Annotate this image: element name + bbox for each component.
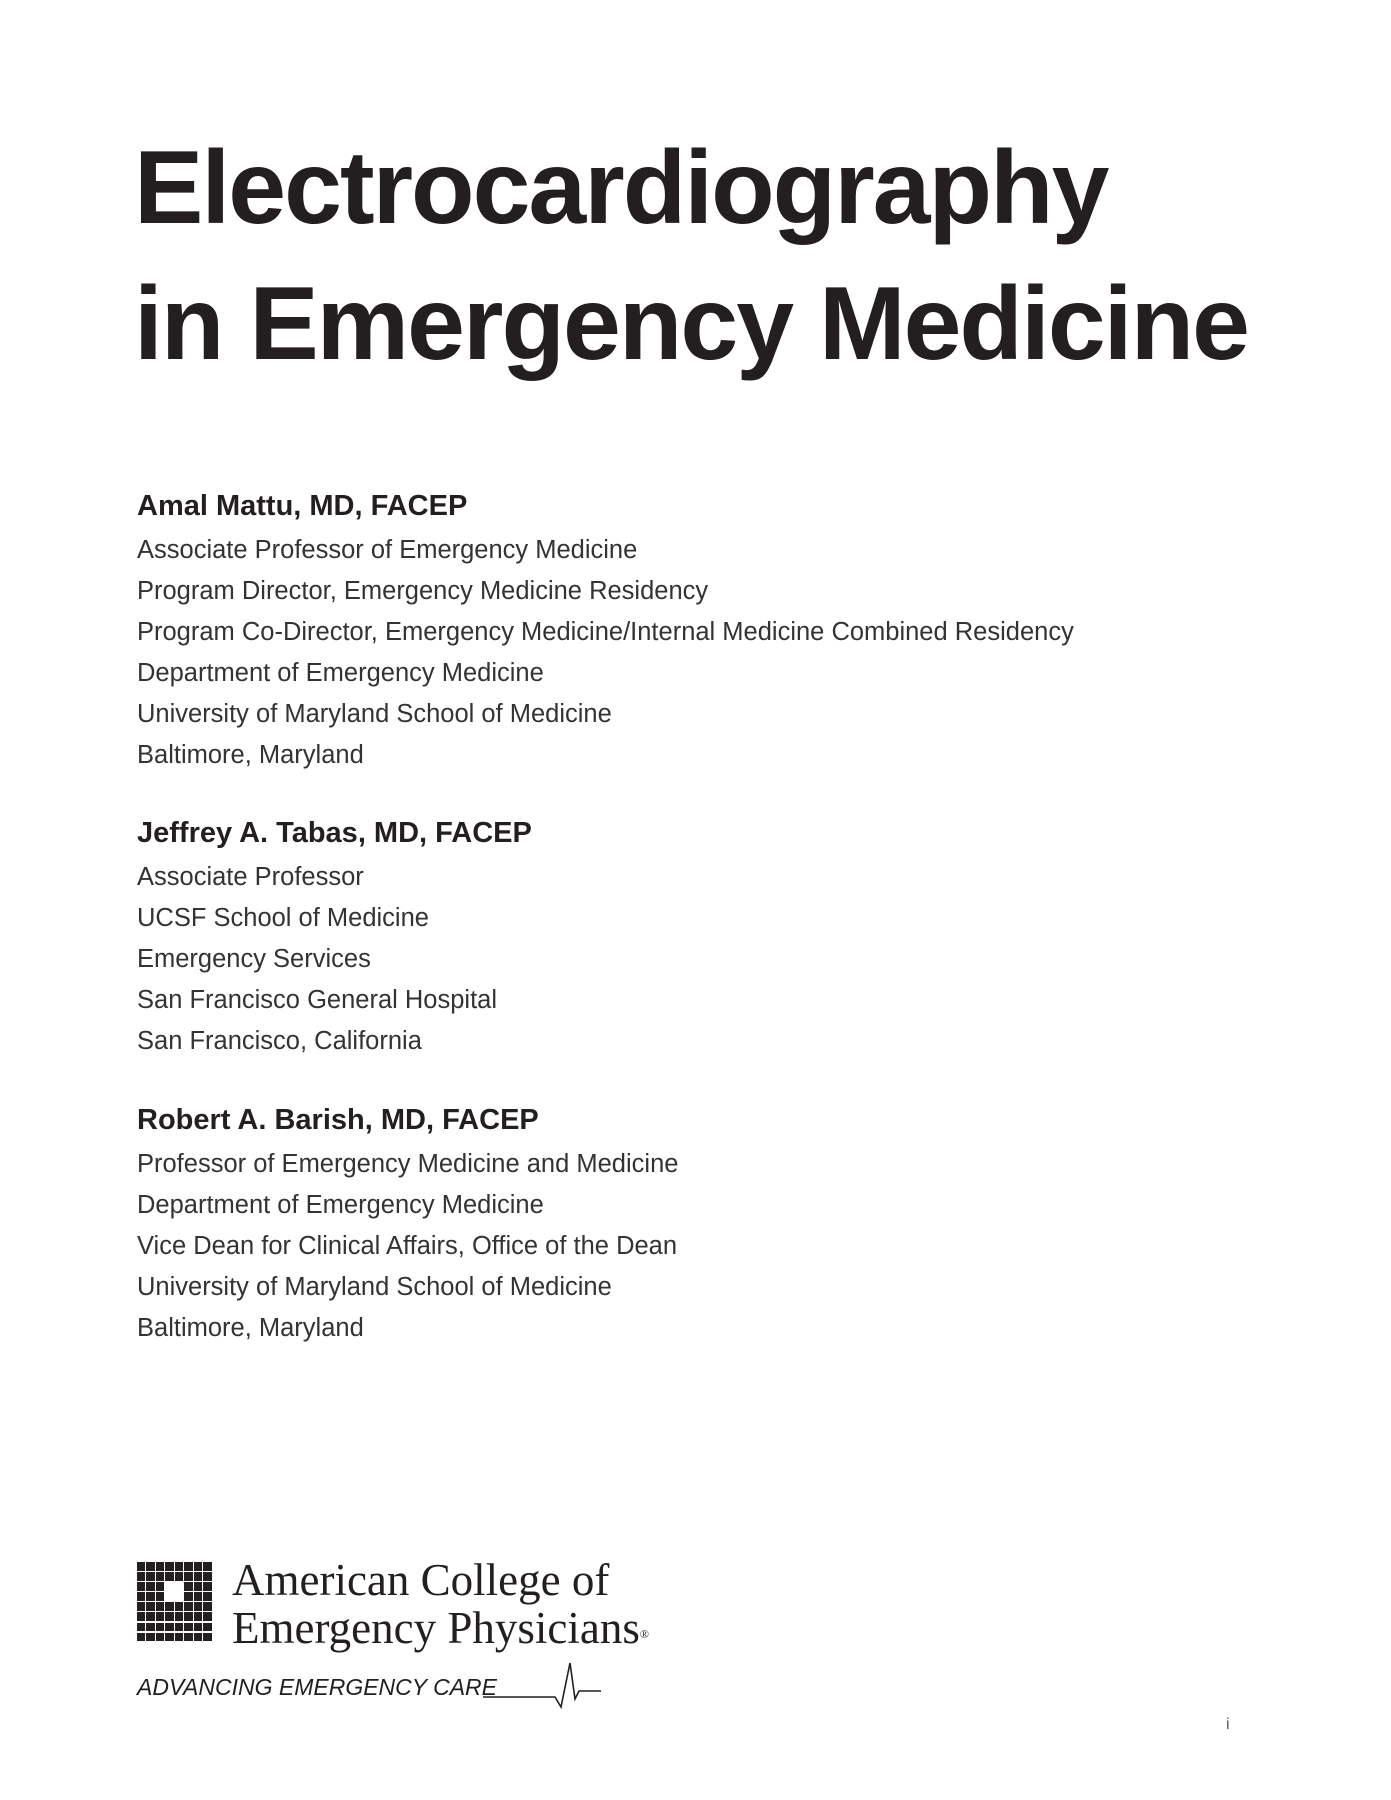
grid-cell [175, 1582, 183, 1591]
grid-cell [165, 1572, 173, 1581]
grid-cell [194, 1592, 202, 1601]
grid-cell [203, 1633, 211, 1642]
affiliation-line: Vice Dean for Clinical Affairs, Office of the Dean [137, 1232, 678, 1260]
grid-cell [156, 1602, 164, 1611]
affiliation-line: University of Maryland School of Medicine [137, 700, 612, 728]
affiliation-line: Baltimore, Maryland [137, 741, 364, 769]
affiliation-line: Emergency Services [137, 945, 371, 973]
grid-cell [165, 1633, 173, 1642]
grid-cell [146, 1633, 154, 1642]
page-number: i [1226, 1716, 1230, 1733]
grid-cell [137, 1612, 145, 1621]
affiliation-line: San Francisco, California [137, 1027, 422, 1055]
grid-cell [175, 1602, 183, 1611]
grid-cell [146, 1582, 154, 1591]
grid-cell [146, 1602, 154, 1611]
grid-cell [184, 1602, 192, 1611]
tagline: ADVANCING EMERGENCY CARE [137, 1674, 497, 1700]
affiliation-line: Department of Emergency Medicine [137, 659, 544, 687]
title-line-1: Electrocardiography [134, 130, 1108, 246]
grid-cell [203, 1562, 211, 1571]
grid-cell [184, 1562, 192, 1571]
grid-cell [175, 1562, 183, 1571]
grid-cell [165, 1602, 173, 1611]
author-name: Jeffrey A. Tabas, MD, FACEP [137, 817, 532, 849]
affiliation-line: UCSF School of Medicine [137, 904, 429, 932]
grid-cell [203, 1582, 211, 1591]
author-block [137, 1102, 678, 1349]
grid-cell [156, 1623, 164, 1632]
grid-cell [175, 1623, 183, 1632]
grid-cell [137, 1633, 145, 1642]
affiliation-line: Associate Professor [137, 863, 364, 891]
grid-cell [146, 1572, 154, 1581]
grid-cell [194, 1572, 202, 1581]
registered-mark: ® [639, 1627, 649, 1641]
grid-cell [184, 1592, 192, 1601]
author-block [137, 815, 532, 1062]
affiliation-line: Program Director, Emergency Medicine Residency [137, 577, 709, 605]
affiliation-line: San Francisco General Hospital [137, 986, 498, 1014]
acep-logo [137, 1555, 697, 1730]
author-block [137, 488, 1074, 776]
author-name: Amal Mattu, MD, FACEP [137, 490, 468, 522]
grid-cell [156, 1582, 164, 1591]
grid-cell [156, 1592, 164, 1601]
grid-cell [194, 1582, 202, 1591]
grid-cell [194, 1562, 202, 1571]
grid-cell [165, 1623, 173, 1632]
grid-cell [146, 1623, 154, 1632]
title-line-2: in Emergency Medicine [134, 266, 1248, 382]
grid-cell [156, 1562, 164, 1571]
grid-cell [137, 1602, 145, 1611]
grid-cell [194, 1623, 202, 1632]
grid-cell [137, 1572, 145, 1581]
grid-cell [156, 1633, 164, 1642]
organization-name-line-2: Emergency Physicians [232, 1603, 640, 1653]
grid-cell [184, 1572, 192, 1581]
grid-cell [165, 1562, 173, 1571]
grid-cell [184, 1612, 192, 1621]
affiliation-line: University of Maryland School of Medicine [137, 1273, 612, 1301]
grid-cell [194, 1612, 202, 1621]
grid-cell [146, 1612, 154, 1621]
grid-cell [156, 1612, 164, 1621]
affiliation-line: Department of Emergency Medicine [137, 1191, 544, 1219]
grid-cell [203, 1612, 211, 1621]
affiliation-line: Associate Professor of Emergency Medicine [137, 536, 638, 564]
grid-cell [175, 1633, 183, 1642]
grid-cell [175, 1572, 183, 1581]
organization-name [232, 1556, 649, 1652]
grid-cell [203, 1602, 211, 1611]
grid-cell [184, 1582, 192, 1591]
ecg-line-icon [483, 1659, 603, 1709]
grid-cell [203, 1592, 211, 1601]
grid-cell [165, 1582, 173, 1591]
grid-cell [165, 1592, 173, 1601]
grid-logo-icon [137, 1562, 212, 1641]
grid-cell [156, 1572, 164, 1581]
grid-cell [146, 1592, 154, 1601]
grid-cell [175, 1592, 183, 1601]
grid-cell [184, 1633, 192, 1642]
author-name: Robert A. Barish, MD, FACEP [137, 1104, 539, 1136]
grid-cell [137, 1562, 145, 1571]
affiliation-line: Baltimore, Maryland [137, 1314, 364, 1342]
organization-name-line-1: American College of [232, 1555, 610, 1605]
affiliation-line: Program Co-Director, Emergency Medicine/Internal Medicine Combined Residency [137, 618, 1074, 646]
grid-cell [184, 1623, 192, 1632]
grid-cell [137, 1623, 145, 1632]
grid-cell [137, 1592, 145, 1601]
affiliation-line: Professor of Emergency Medicine and Medicine [137, 1150, 679, 1178]
grid-cell [194, 1602, 202, 1611]
grid-cell [137, 1582, 145, 1591]
grid-cell [165, 1612, 173, 1621]
grid-cell [194, 1633, 202, 1642]
grid-cell [203, 1572, 211, 1581]
grid-cell [175, 1612, 183, 1621]
grid-cell [203, 1623, 211, 1632]
grid-cell [146, 1562, 154, 1571]
